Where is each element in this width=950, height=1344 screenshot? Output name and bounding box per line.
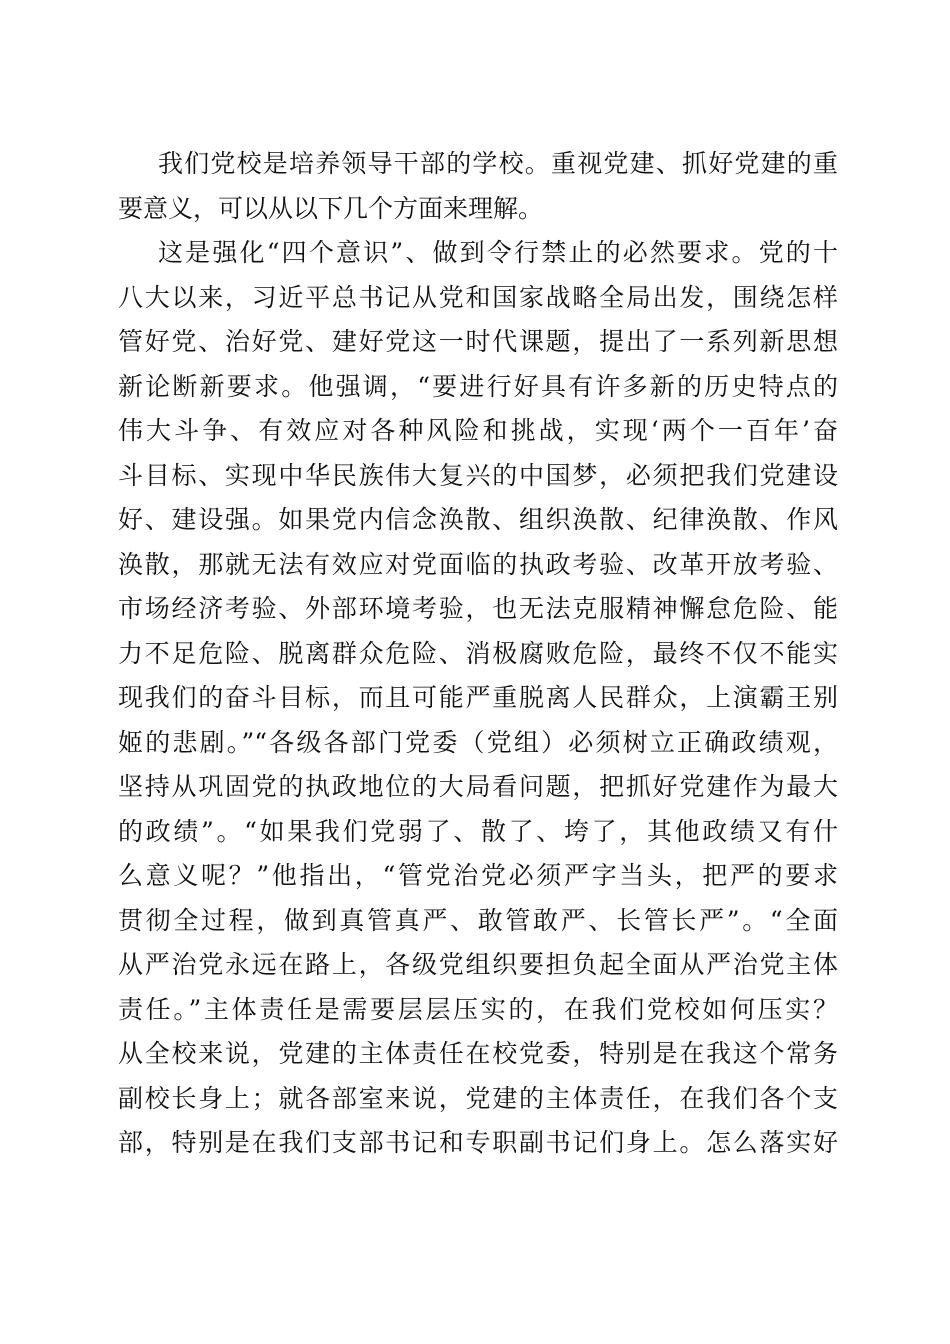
text-line: 的政绩”。“如果我们党弱了、散了、垮了，其他政绩又有什 <box>118 816 838 846</box>
paragraph-1 <box>118 142 838 231</box>
text-line: 从严治党永远在路上，各级党组织要担负起全面从严治党主体 <box>118 950 838 979</box>
body-text <box>118 142 838 1166</box>
text-line: 我们党校是培养领导干部的学校。重视党建、抓好党建的重 <box>158 149 838 178</box>
text-line: 涣散，那就无法有效应对党面临的执政考验、改革开放考验、 <box>118 549 838 579</box>
text-line: 从全校来说，党建的主体责任在校党委，特别是在我这个常务 <box>118 1039 838 1068</box>
text-line: 副校长身上；就各部室来说，党建的主体责任，在我们各个支 <box>118 1083 838 1113</box>
text-line: 现我们的奋斗目标，而且可能严重脱离人民群众，上演霸王别 <box>118 683 838 712</box>
text-line: 贯彻全过程，做到真管真严、敢管敢严、长管长严”。“全面 <box>118 905 838 935</box>
text-line: 姬的悲剧。”“各级各部门党委（党组）必须树立正确政绩观， <box>118 727 838 757</box>
text-line: 斗目标、实现中华民族伟大复兴的中国梦，必须把我们党建设 <box>118 460 838 490</box>
text-line: 这是强化“四个意识”、做到令行禁止的必然要求。党的十 <box>158 238 838 267</box>
text-line: 要意义，可以从以下几个方面来理解。 <box>118 193 544 223</box>
text-line: 八大以来，习近平总书记从党和国家战略全局出发，围绕怎样 <box>118 282 838 312</box>
paragraph-2 <box>118 231 838 1166</box>
text-line: 市场经济考验、外部环境考验，也无法克服精神懈怠危险、能 <box>118 594 838 623</box>
text-line: 新论断新要求。他强调，“要进行好具有许多新的历史特点的 <box>118 371 838 401</box>
text-line: 伟大斗争、有效应对各种风险和挑战，实现‘两个一百年’奋 <box>118 416 838 445</box>
text-line: 责任。”主体责任是需要层层压实的，在我们党校如何压实？ <box>118 994 838 1024</box>
text-line: 部，特别是在我们支部书记和专职副书记们身上。怎么落实好 <box>118 1128 838 1157</box>
text-line: 力不足危险、脱离群众危险、消极腐败危险，最终不仅不能实 <box>118 638 838 668</box>
text-line: 么意义呢？”他指出，“管党治党必须严字当头，把严的要求 <box>118 861 838 890</box>
text-line: 好、建设强。如果党内信念涣散、组织涣散、纪律涣散、作风 <box>118 505 838 534</box>
text-line: 管好党、治好党、建好党这一时代课题，提出了一系列新思想 <box>118 327 838 356</box>
text-line: 坚持从巩固党的执政地位的大局看问题，把抓好党建作为最大 <box>118 772 838 801</box>
